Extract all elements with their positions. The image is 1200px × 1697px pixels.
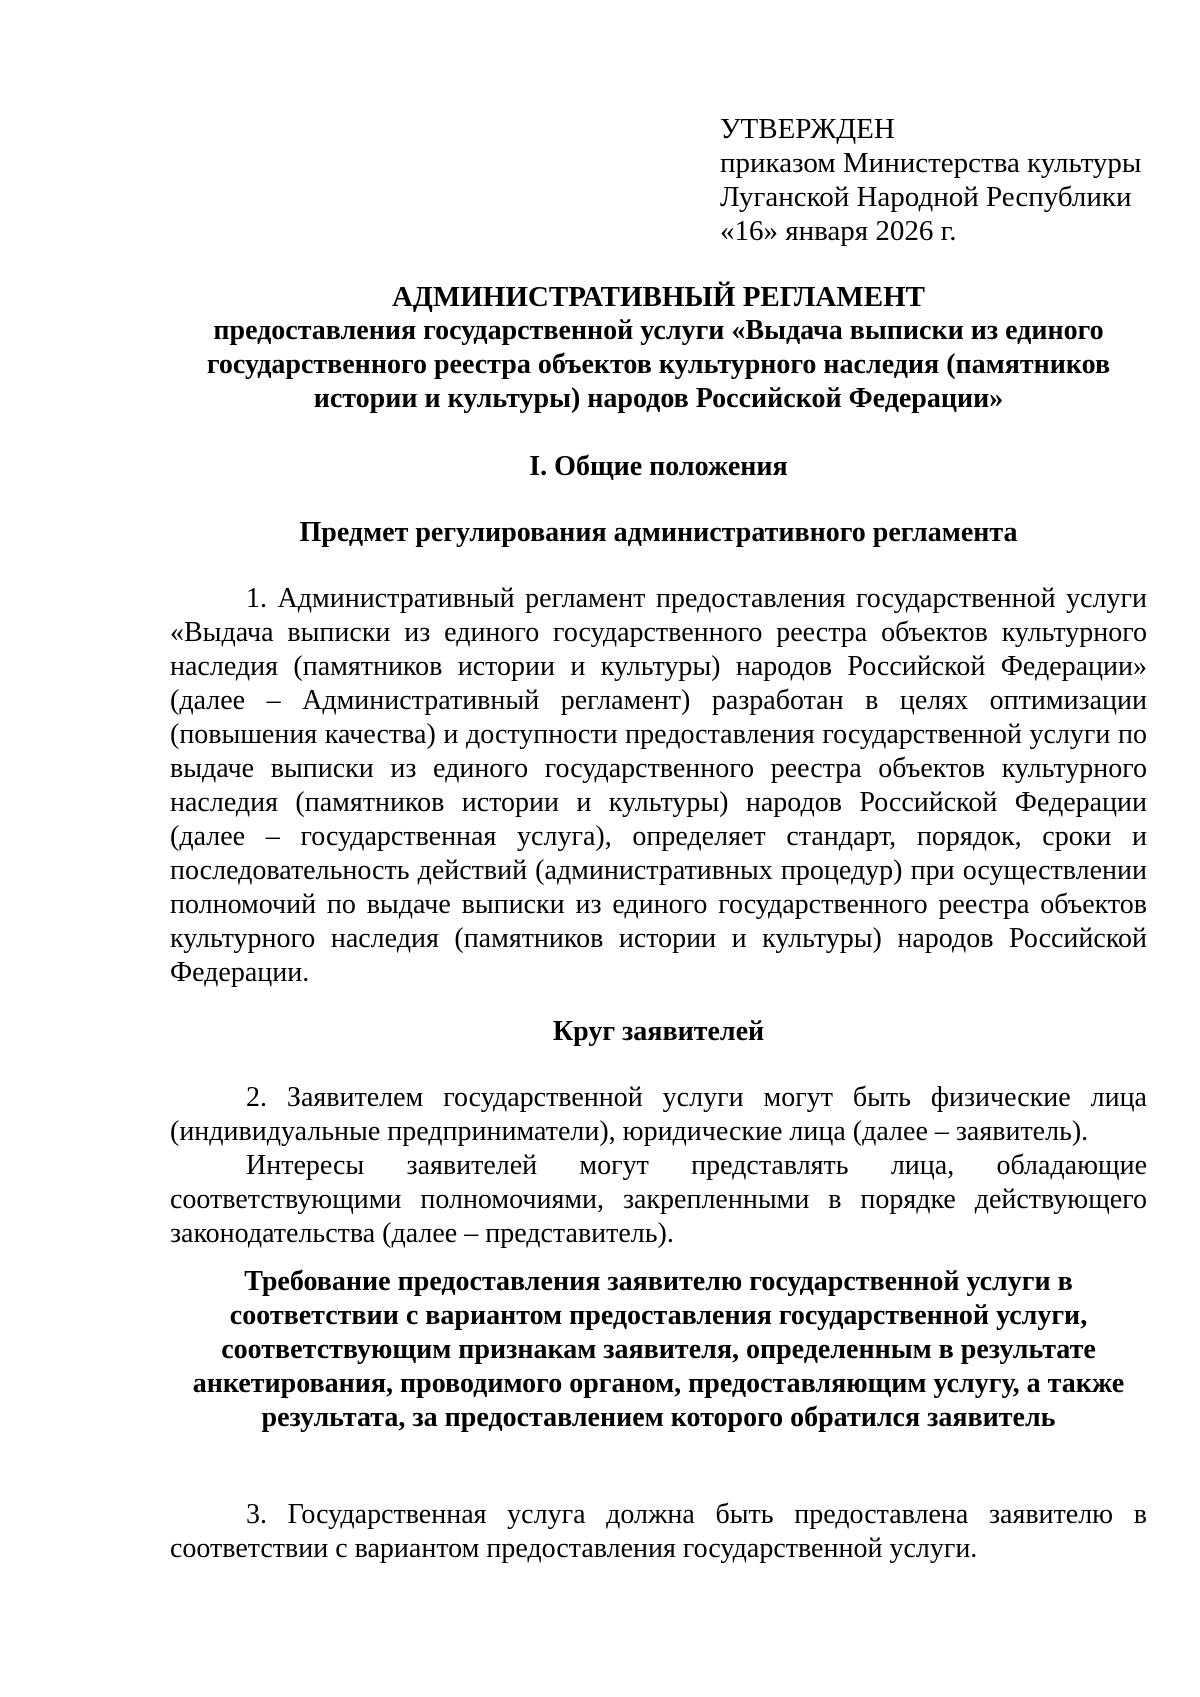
approval-line-approved: УТВЕРЖДЕН bbox=[720, 113, 895, 145]
paragraph-3 bbox=[170, 1498, 1147, 1566]
subsection-heading-applicants: Круг заявителей bbox=[552, 1016, 765, 1047]
approval-line-republic: Луганской Народной Республики bbox=[720, 181, 1132, 213]
document-title: АДМИНИСТРАТИВНЫЙ РЕГЛАМЕНТ bbox=[391, 281, 925, 313]
paragraph-2b-text: Интересы заявителей могут представлять лица, обладающие соответствующими полномочиями, закрепленными в порядке действующего законодательства (далее – представитель). bbox=[170, 1150, 1147, 1249]
approval-line-date: «16» января 2026 г. bbox=[720, 215, 957, 247]
subsection-heading-requirement: Требование предоставления заявителю государственной услуги в соответствии с вариантом предоставления государственной услуги, соответствующим признакам заявителя, определенным в результате анкетирования, проводимого органом, предоставляющим услугу, а также результата, за предоставлением которого обратился заявитель bbox=[192, 1266, 1125, 1433]
approval-line-order: приказом Министерства культуры bbox=[720, 147, 1142, 179]
paragraph-1 bbox=[170, 582, 1147, 990]
document-title-block bbox=[170, 280, 1147, 416]
subsection-heading-subject: Предмет регулирования административного регламента bbox=[299, 517, 1018, 548]
approval-stamp bbox=[720, 112, 1141, 248]
paragraph-2 bbox=[170, 1081, 1147, 1251]
paragraph-3-text: 3. Государственная услуга должна быть предоставлена заявителю в соответствии с вариантом предоставления государственной услуги. bbox=[170, 1499, 1147, 1564]
document-subtitle: предоставления государственной услуги «Выдача выписки из единого государственного реестра объектов культурного наследия (памятников истории и культуры) народов Российской Федерации» bbox=[206, 315, 1111, 414]
paragraph-1-text: 1. Административный регламент предоставления государственной услуги «Выдача выписки из единого государственного реестра объектов культурного наследия (памятников истории и культуры) народов Российской Федерации» (далее – Административный регламент) разработан в целях оптимизации (повышения качества) и доступности предоставления государственной услуги по выдаче выписки из единого государственного реестра объектов культурного наследия (памятников истории и культуры) народов Российской Федерации (далее – государственная услуга), определяет стандарт, порядок, сроки и последовательность действий (административных процедур) при осуществлении полномочий по выдаче выписки из единого государственного реестра объектов культурного наследия (памятников истории и культуры) народов Российской Федерации. bbox=[170, 583, 1147, 988]
paragraph-2-text: 2. Заявителем государственной услуги могут быть физические лица (индивидуальные предприниматели), юридические лица (далее – заявитель). bbox=[170, 1082, 1147, 1147]
section-heading-general: I. Общие положения bbox=[529, 451, 788, 482]
